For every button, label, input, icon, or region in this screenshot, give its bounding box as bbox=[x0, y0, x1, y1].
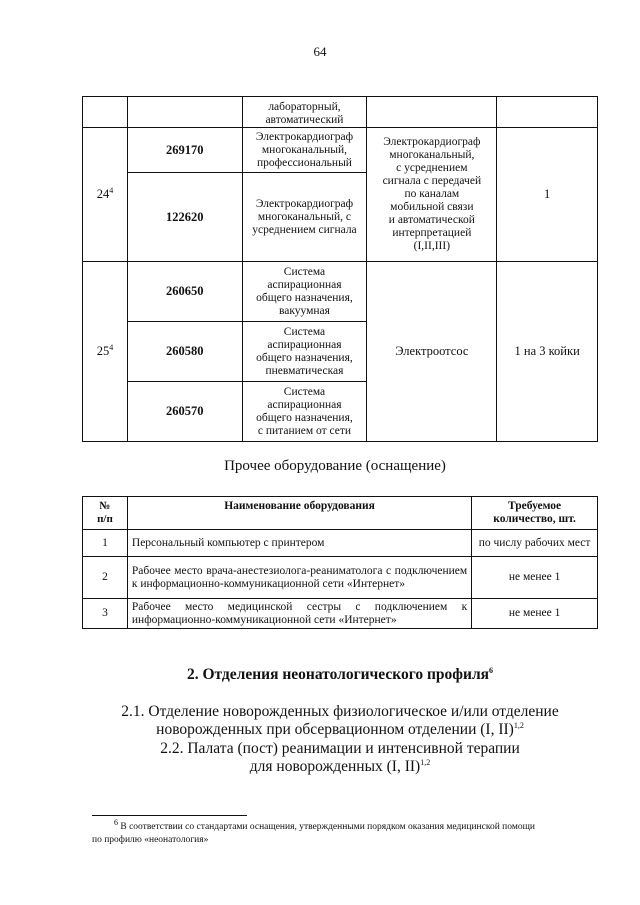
other-equipment-title: Прочее оборудование (оснащение) bbox=[224, 458, 446, 474]
name-line: Электрокардиограф bbox=[255, 130, 354, 143]
row-name: Персональный компьютер с принтером bbox=[127, 530, 471, 557]
header-name: Наименование оборудования bbox=[127, 497, 471, 530]
row-num: 1 bbox=[83, 530, 128, 557]
name-cell bbox=[242, 97, 367, 128]
footnote bbox=[92, 817, 600, 847]
header-line: количество, шт. bbox=[493, 513, 576, 525]
required-quantity: 1 bbox=[497, 128, 598, 262]
footnote-text: В соответствии со стандартами оснащения, утвержденными порядком оказания медицинской помощи bbox=[118, 822, 535, 832]
header-line: № bbox=[99, 500, 111, 512]
row-name: Рабочее место медицинской сестры с подключением к информационно-коммуникационной сети «Интернет» bbox=[127, 599, 471, 629]
equipment-name bbox=[242, 382, 367, 442]
row-name: Рабочее место врача-анестезиолога-реаниматолога с подключением к информационно-коммуникационной сети «Интернет» bbox=[127, 557, 471, 599]
row-number-value: 25 bbox=[96, 344, 110, 358]
footnote-ref: 1,2 bbox=[513, 720, 524, 730]
type-line: и автоматической bbox=[388, 214, 475, 226]
equipment-name bbox=[242, 128, 367, 173]
header-qty bbox=[472, 497, 598, 530]
row-number bbox=[83, 128, 128, 262]
row-num: 3 bbox=[83, 599, 128, 629]
equipment-name bbox=[242, 262, 367, 322]
subsection-line bbox=[0, 758, 640, 776]
footnote-ref: 1,2 bbox=[420, 757, 431, 767]
header-num bbox=[83, 497, 128, 530]
name-line: общего назначения, bbox=[256, 351, 353, 364]
type-line: сигнала с передачей bbox=[382, 175, 482, 187]
name-line: общего назначения, bbox=[256, 291, 353, 304]
row-qty: по числу рабочих мест bbox=[472, 530, 598, 557]
name-line: Система bbox=[283, 385, 326, 398]
footnote-line: по профилю «неонатология» bbox=[92, 835, 209, 845]
header-line: Требуемое bbox=[508, 500, 562, 512]
row-qty: не менее 1 bbox=[472, 557, 598, 599]
name-line: усреднением сигнала bbox=[252, 223, 357, 236]
subsection-text: для новорожденных (I, II) bbox=[249, 758, 421, 775]
code-cell bbox=[127, 97, 242, 128]
equipment-code: 260650 bbox=[127, 262, 242, 322]
footnote-line bbox=[92, 817, 600, 834]
name-line: Система bbox=[283, 265, 326, 278]
name-line: многоканальный, bbox=[261, 143, 348, 156]
subsection-2-2 bbox=[0, 740, 640, 776]
type-line: мобильной связи bbox=[390, 201, 474, 213]
row-number-value: 24 bbox=[96, 187, 110, 201]
qty-cell bbox=[497, 97, 598, 128]
row-number-sup: 4 bbox=[109, 185, 114, 195]
section-title bbox=[0, 666, 640, 684]
num-cell bbox=[83, 97, 128, 128]
name-line: Электрокардиограф bbox=[255, 197, 354, 210]
footnote-divider bbox=[92, 815, 247, 816]
equipment-table bbox=[82, 96, 598, 442]
name-line: аспирационная bbox=[267, 398, 342, 411]
name-line: Система bbox=[283, 325, 326, 338]
row-number-sup: 4 bbox=[109, 342, 114, 352]
type-line: (I,II,III) bbox=[413, 240, 451, 252]
type-line: Электрокардиограф bbox=[383, 136, 481, 148]
name-line: лабораторный, bbox=[268, 101, 341, 113]
type-line: интерпретацией bbox=[392, 227, 472, 239]
equipment-code: 122620 bbox=[127, 173, 242, 262]
row-num: 2 bbox=[83, 557, 128, 599]
name-line: вакуумная bbox=[278, 304, 330, 317]
equipment-name bbox=[242, 173, 367, 262]
footnote-mark: 6 bbox=[114, 817, 118, 827]
name-line: с питанием от сети bbox=[257, 424, 352, 437]
name-line: общего назначения, bbox=[256, 411, 353, 424]
equipment-type bbox=[367, 128, 497, 262]
name-line: аспирационная bbox=[267, 338, 342, 351]
subsection-2-1 bbox=[0, 703, 640, 739]
name-line: многоканальный, с bbox=[257, 210, 352, 223]
name-line: автоматический bbox=[265, 114, 344, 126]
subsection-line: 2.1. Отделение новорожденных физиологическое и/или отделение bbox=[121, 703, 559, 720]
subsection-line: 2.2. Палата (пост) реанимации и интенсивной терапии bbox=[160, 740, 520, 757]
type-cell bbox=[367, 97, 497, 128]
equipment-name bbox=[242, 322, 367, 382]
other-equipment-table bbox=[82, 496, 598, 629]
type-line: многоканальный, bbox=[389, 149, 475, 161]
row-qty: не менее 1 bbox=[472, 599, 598, 629]
type-line: по каналам bbox=[404, 188, 460, 200]
equipment-code: 269170 bbox=[127, 128, 242, 173]
subsection-line bbox=[0, 721, 640, 739]
equipment-code: 260570 bbox=[127, 382, 242, 442]
page-number: 64 bbox=[313, 44, 327, 59]
header-line: п/п bbox=[97, 513, 113, 525]
name-line: пневматическая bbox=[265, 364, 344, 377]
type-line: с усреднением bbox=[396, 162, 468, 174]
row-number bbox=[83, 262, 128, 442]
name-line: аспирационная bbox=[267, 278, 342, 291]
name-line: профессиональный bbox=[256, 156, 352, 169]
subsection-text: новорожденных при обсервационном отделении (I, II) bbox=[156, 721, 514, 738]
equipment-code: 260580 bbox=[127, 322, 242, 382]
footnote-ref: 6 bbox=[489, 665, 494, 675]
section-title-text: 2. Отделения неонатологического профиля bbox=[186, 666, 490, 683]
equipment-type: Электроотсос bbox=[367, 262, 497, 442]
required-quantity: 1 на 3 койки bbox=[497, 262, 598, 442]
